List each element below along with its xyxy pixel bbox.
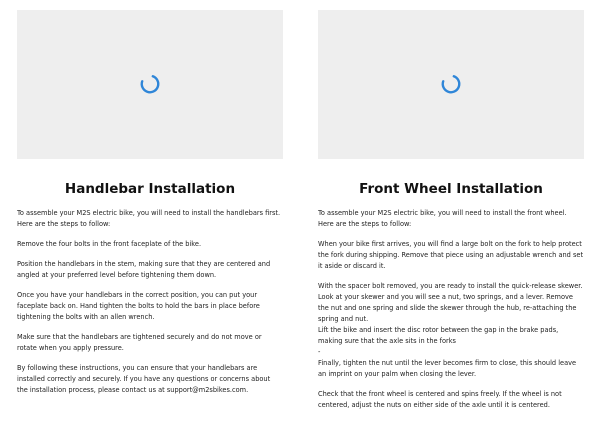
loading-spinner-icon [440, 73, 462, 95]
card-paragraph: To assemble your M2S electric bike, you will need to install the front wheel. Here are the steps to follow: [318, 209, 567, 228]
card-paragraph: Make sure that the handlebars are tightened securely and do not move or rotate when you apply pressure. [17, 333, 262, 352]
front-wheel-video-placeholder[interactable] [318, 10, 584, 159]
card-title: Front Wheel Installation [359, 181, 543, 197]
card-paragraph: Remove the four bolts in the front faceplate of the bike. [17, 240, 202, 248]
handlebar-video-placeholder[interactable] [17, 10, 283, 159]
card-paragraph: When your bike first arrives, you will find a large bolt on the fork to help protect the fork during shipping. Remove that piece using an adjustable wrench and set it aside or discard it. [318, 240, 584, 270]
card-title: Handlebar Installation [64, 181, 236, 197]
loading-spinner-icon [139, 73, 161, 95]
front-wheel-installation-card [318, 10, 584, 420]
handlebar-installation-card [17, 10, 283, 405]
card-paragraph: Once you have your handlebars in the correct position, you can put your faceplate back on. Hand tighten the bolts to hold the bars in place before tightening the bolts with an allen wrench. [17, 291, 260, 321]
card-paragraph: By following these instructions, you can ensure that your handlebars are installed correctly and securely. If you have any questions or concerns about the installation process, please contact us at support@m2sbikes.com. [17, 364, 271, 394]
card-paragraph: Check that the front wheel is centered and spins freely. If the wheel is not centered, adjust the nuts on either side of the axle until it is centered. [318, 390, 562, 409]
card-paragraph: To assemble your M2S electric bike, you will need to install the handlebars first. Here are the steps to follow: [17, 209, 281, 228]
card-paragraph: Position the handlebars in the stem, making sure that they are centered and angled at your preferred level before tightening them down. [17, 260, 271, 279]
card-paragraph: With the spacer bolt removed, you are ready to install the quick-release skewer. Look at your skewer and you will see a nut, two springs, and a lever. Remove the nut and one spring and slide the skewer through the hub, re-attaching the spring and nut. Lift the bike and insert the disc rotor between the gap in the brake pads, making sure that the axle sits in the forks - Finally, tighten the nut until the lever becomes firm to close, this should leave an imprint on your palm when closing the lever. [318, 282, 583, 378]
